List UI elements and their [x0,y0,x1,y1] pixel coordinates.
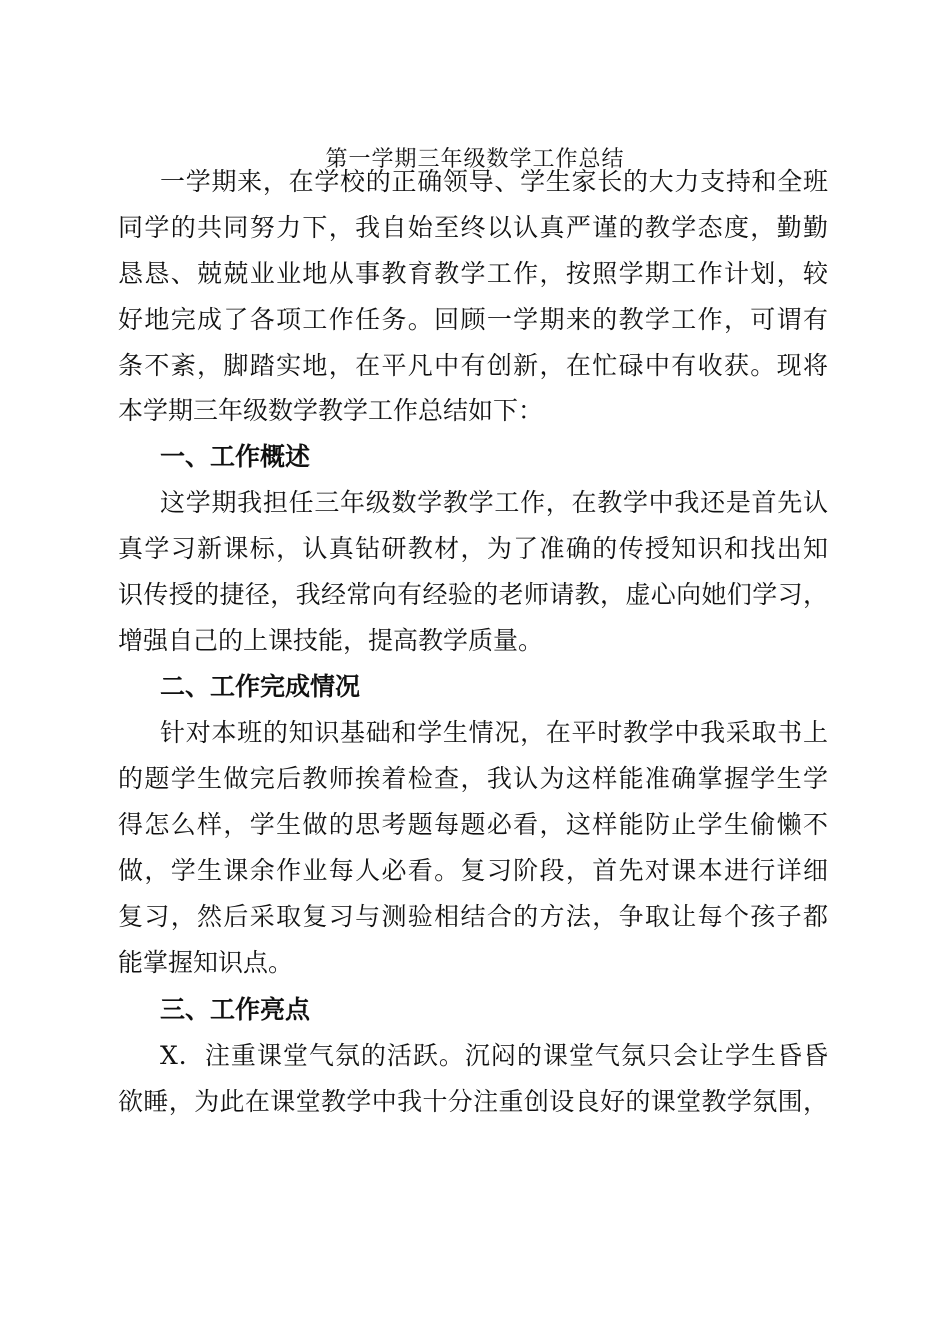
completion-line-1: 针对本班的知识基础和学生情况，在平时教学中我采取书上 [160,718,828,747]
highlights-line-1: X．注重课堂气氛的活跃。沉闷的课堂气氛只会让学生昏昏 [160,1041,828,1070]
intro-line-6: 本学期三年级数学教学工作总结如下： [118,396,544,425]
completion-line-4: 做，学生课余作业每人必看。复习阶段，首先对课本进行详细 [118,856,828,885]
section-heading-highlights: 三、工作亮点 [160,995,311,1024]
completion-line-5: 复习，然后采取复习与测验相结合的方法，争取让每个孩子都 [118,902,828,931]
section-heading-overview: 一、工作概述 [160,442,311,471]
intro-line-2: 同学的共同努力下，我自始至终以认真严谨的教学态度，勤勤 [118,213,828,242]
overview-line-4: 增强自己的上课技能，提高教学质量。 [118,626,544,655]
section-heading-completion: 二、工作完成情况 [160,672,361,701]
intro-line-3: 恳恳、兢兢业业地从事教育教学工作，按照学期工作计划，较 [118,259,828,288]
document-title: 第一学期三年级数学工作总结 [325,147,625,172]
overview-line-3: 识传授的捷径，我经常向有经验的老师请教，虚心向她们学习， [118,580,828,609]
completion-line-3: 得怎么样，学生做的思考题每题必看，这样能防止学生偷懒不 [118,810,828,839]
overview-line-1: 这学期我担任三年级数学教学工作，在教学中我还是首先认 [160,488,828,517]
completion-line-2: 的题学生做完后教师挨着检查，我认为这样能准确掌握学生学 [118,764,828,793]
highlights-line-2: 欲睡，为此在课堂教学中我十分注重创设良好的课堂教学氛围， [118,1087,828,1116]
intro-line-5: 条不紊，脚踏实地，在平凡中有创新，在忙碌中有收获。现将 [118,351,828,380]
overview-line-2: 真学习新课标，认真钻研教材，为了准确的传授知识和找出知 [118,534,828,563]
completion-line-6: 能掌握知识点。 [118,948,294,977]
intro-line-4: 好地完成了各项工作任务。回顾一学期来的教学工作，可谓有 [118,305,828,334]
intro-line-1: 一学期来，在学校的正确领导、学生家长的大力支持和全班 [160,167,828,196]
